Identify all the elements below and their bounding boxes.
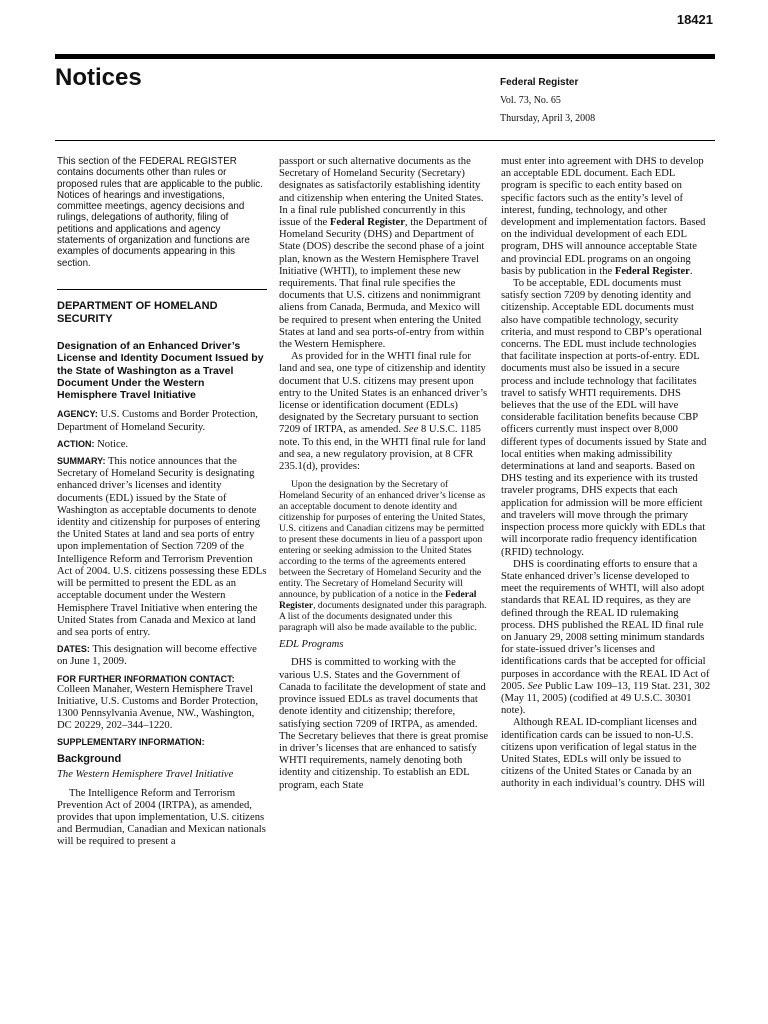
paragraph: passport or such alternative documents as the Secretary of Homeland Security (Secretary) designates as satisfactorily establishing identity and citizenship when entering the United States. In a final rule published concurrently in this issue of the Federal Register, the Department of Homeland Security (DHS) and Department of State (DOS) describe the second phase of a joint plan, known as the Western Hemisphere Travel Initiative (WHTI), to implement these new requirements. That final rule specifies the documents that U.S. citizens and nonimmigrant aliens from Canada, Bermuda, and Mexico will be required to present when entering the United States at land and sea ports-of-entry from within the Western Hemisphere. — [279, 156, 488, 351]
contact-label: FOR FURTHER INFORMATION CONTACT: — [57, 673, 235, 684]
dates-text: This designation will become effective on June 1, 2009. — [57, 644, 257, 668]
federal-register-ref: Federal Register — [279, 589, 477, 612]
citation-signal: See — [403, 424, 419, 436]
paragraph: must enter into agreement with DHS to develop an acceptable EDL document. Each EDL program is specific to each entity based on specific factors such as the entity’s level of interest, funding, technology, and other development and implementation factors. Based on the individual development of each EDL program, DHS will announce acceptable State and provincial EDL programs on an ongoing basis by publication in the Federal Register. — [501, 156, 706, 277]
citation-signal: See — [527, 680, 543, 692]
federal-register-ref: Federal Register — [329, 217, 405, 229]
section-title: Notices — [55, 64, 142, 91]
masthead — [500, 74, 595, 128]
contact-block — [57, 674, 267, 733]
column-1 — [57, 156, 267, 849]
header-rule — [55, 54, 715, 59]
action-text: Notice. — [97, 438, 129, 450]
dates-block — [57, 644, 267, 668]
summary-label: SUMMARY: — [57, 456, 106, 467]
agency-block — [57, 409, 267, 433]
federal-register-ref: Federal Register — [614, 265, 690, 277]
supplementary-label: SUPPLEMENTARY INFORMATION: — [57, 737, 205, 748]
document-title: Designation of an Enhanced Driver’s License and Identity Document Issued by the State of Washington as a Travel Document Under the Western Hemisphere Travel Initiative — [57, 339, 264, 402]
department-name: DEPARTMENT OF HOMELAND SECURITY — [57, 299, 218, 325]
edl-subheading: EDL Programs — [279, 639, 344, 651]
paragraph: The Intelligence Reform and Terrorism Prevention Act of 2004 (IRTPA), as amended, provides that upon implementation, U.S. citizens and Bermudian, Canadian and Mexican nationals will be required to present a — [57, 787, 266, 848]
dates-label: DATES: — [57, 644, 90, 655]
action-block — [57, 439, 267, 451]
page-number: 18421 — [676, 12, 713, 27]
contact-text: Colleen Manaher, Western Hemisphere Travel Initiative, U.S. Customs and Border Protection, 1300 Pennsylvania Avenue, NW., Washington, DC 20229, 202–344–1220. — [57, 683, 258, 732]
column-3 — [501, 156, 711, 791]
column-2 — [279, 156, 489, 792]
paragraph: To be acceptable, EDL documents must satisfy section 7209 by denoting identity and citizenship. Acceptable EDL documents must also have compatible technology, security criteria, and must respond to CBP’s operational concerns. The EDL must include technologies that facilitate inspection at ports-of-entry. EDL documents must also be issued in a secure process and include technology that facilitates travel to satisfy WHTI requirements. DHS believes that the use of the EDL will have considerable facilitation benefits because CBP officers currently must inspect over 8,000 different types of documents issued by State and local entities when making admissibility determinations at land and seaports. Based on DHS testing and its experience with its trusted traveler programs, DHS expects that each application for admission will be more efficient and travelers will move through the primary inspection process more quickly with EDLs that will incorporate radio frequency identification (RFID) technology. — [501, 278, 707, 558]
agency-text: U.S. Customs and Border Protection, Department of Homeland Security. — [57, 409, 258, 433]
volume-number: Vol. 73, No. 65 — [500, 95, 561, 106]
agency-label: AGENCY: — [57, 409, 98, 420]
masthead-rule — [55, 140, 715, 141]
paragraph: DHS is coordinating efforts to ensure that a State enhanced driver’s license developed to meet the requirements of WHTI, will also adopt standards that REAL ID requires, as they are defined through the REAL ID rulemaking process. DHS published the REAL ID final rule on January 29, 2008 setting minimum standards for state-issued driver’s licenses and identifications cards that be accepted for official purposes in accordance with the REAL ID Act of 2005. See Public Law 109–13, 119 Stat. 231, 302 (May 11, 2005) (codified at 49 U.S.C. 30301 note). — [501, 558, 711, 717]
paragraph: DHS is committed to working with the various U.S. States and the Government of Canada to facilitate the development of state and province issued EDLs as travel documents that denote identity and citizenship; therefore, satisfying section 7209 of IRTPA, as amended. The Secretary believes that there is great promise in driver’s licenses that are enhanced to satisfy WHTI requirements, namely denoting both identity and citizenship. To establish an EDL program, each State — [279, 657, 489, 791]
whti-subheading: The Western Hemisphere Travel Initiative — [57, 769, 234, 781]
publication-name: Federal Register — [500, 77, 579, 88]
summary-text: This notice announces that the Secretary of Homeland Security is designating enhanced driver’s licenses and identity documents (EDL) issued by the State of Washington as acceptable documents to denote identity and citizenship for purposes of entering the United States at land and sea ports of entry upon implementation of Section 7209 of the Intelligence Reform and Terrorism Prevention Act of 2004. U.S. citizens possessing these EDLs will be permitted to present the EDL as an acceptable document under the Western Hemisphere Travel Initiative when entering the United States from Canada and Mexico at land and sea ports of entry. — [57, 456, 267, 638]
regulation-quote: Upon the designation by the Secretary of Homeland Security of an enhanced driver’s license as an acceptable document to denote identity and citizenship for purposes of entering the United States, U.S. citizens and Canadian citizens may be permitted to present these documents in lieu of a passport upon entering or seeking admission to the United States according to the terms of the agreements entered between the Secretary of Homeland Security and the entity. The Secretary of Homeland Security will announce, by publication of a notice in the Federal Register, documents designated under this paragraph. A list of the documents designated under this paragraph will also be made available to the public. — [279, 479, 487, 634]
paragraph: As provided for in the WHTI final rule for land and sea, one type of citizenship and identity document that U.S. citizens may present upon entry to the United States is an enhanced driver’s license or identification document (EDLs) designated by the Secretary pursuant to section 7209 of IRTPA, as amended. See 8 U.S.C. 1185 note. To this end, in the WHTI final rule for land and sea, a new regulatory provision, at 8 CFR 235.1(d), provides: — [279, 351, 488, 473]
issue-date: Thursday, April 3, 2008 — [500, 113, 596, 124]
background-heading: Background — [57, 753, 122, 766]
summary-block — [57, 456, 267, 639]
paragraph: Although REAL ID-compliant licenses and identification cards can be issued to non-U.S. citizens upon verification of legal status in the United States, EDLs will only be issued to citizens of the United States or Canada by an authority in each individual’s country. DHS will — [501, 717, 705, 790]
section-intro: This section of the FEDERAL REGISTER contains documents other than rules or proposed rules that are applicable to the public. Notices of hearings and investigations, committee meetings, agency decisions and rulings, delegations of authority, filing of petitions and applications and agency statements of organization and functions are examples of documents appearing in this section. — [57, 156, 263, 269]
intro-divider — [57, 289, 267, 290]
action-label: ACTION: — [57, 438, 95, 449]
